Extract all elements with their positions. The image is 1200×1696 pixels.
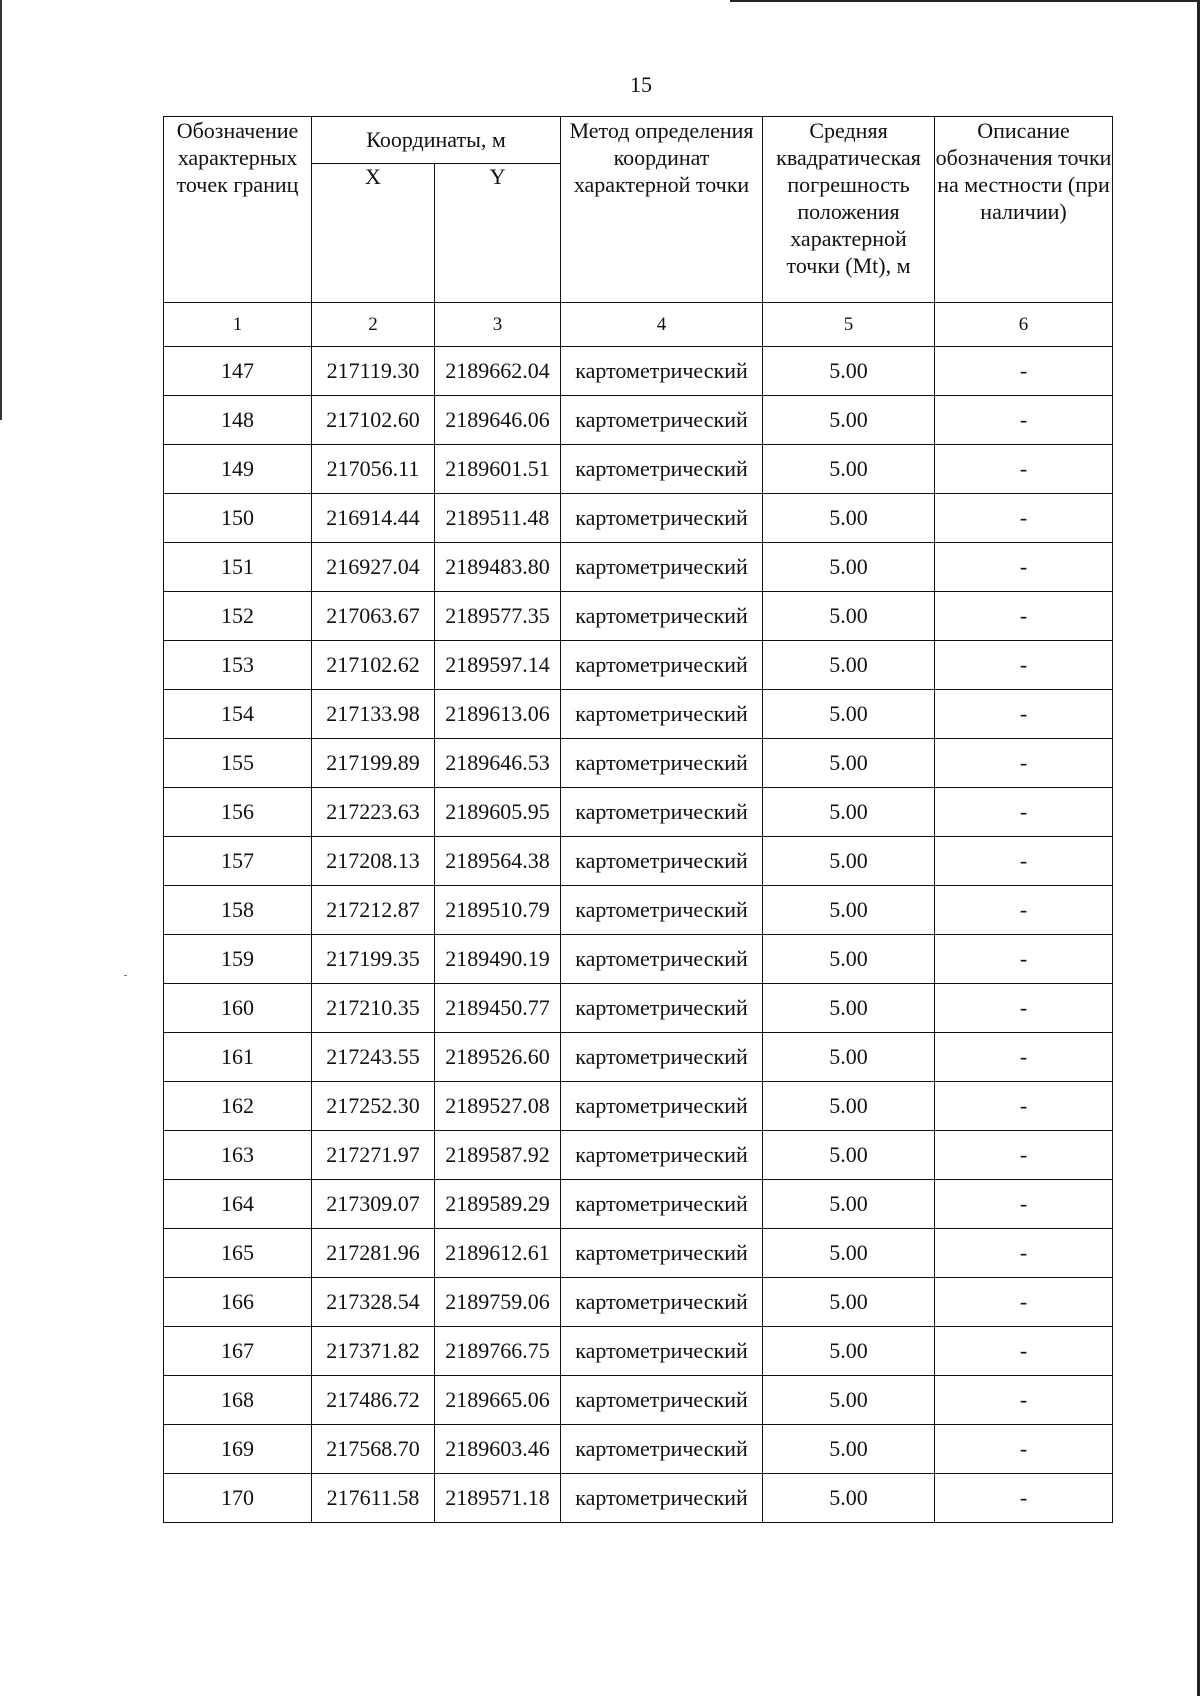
accuracy-cell: 5.00	[763, 396, 935, 445]
description-cell: -	[935, 788, 1113, 837]
column-number: 2	[312, 303, 435, 347]
header-point-designation: Обозначение характерных точек границ	[164, 117, 312, 303]
accuracy-cell: 5.00	[763, 837, 935, 886]
method-cell: картометрический	[561, 690, 763, 739]
point-cell: 155	[164, 739, 312, 788]
x-cell: 217102.60	[312, 396, 435, 445]
point-cell: 150	[164, 494, 312, 543]
x-cell: 217223.63	[312, 788, 435, 837]
y-cell: 2189589.29	[435, 1180, 561, 1229]
y-cell: 2189759.06	[435, 1278, 561, 1327]
y-cell: 2189511.48	[435, 494, 561, 543]
method-cell: картометрический	[561, 886, 763, 935]
accuracy-cell: 5.00	[763, 1327, 935, 1376]
column-number: 5	[763, 303, 935, 347]
point-cell: 147	[164, 347, 312, 396]
accuracy-cell: 5.00	[763, 543, 935, 592]
description-cell: -	[935, 1229, 1113, 1278]
accuracy-cell: 5.00	[763, 347, 935, 396]
column-number: 1	[164, 303, 312, 347]
description-cell: -	[935, 886, 1113, 935]
table-row	[164, 739, 1113, 788]
y-cell: 2189571.18	[435, 1474, 561, 1523]
y-cell: 2189527.08	[435, 1082, 561, 1131]
table-row	[164, 445, 1113, 494]
table-row	[164, 984, 1113, 1033]
x-cell: 217252.30	[312, 1082, 435, 1131]
y-cell: 2189597.14	[435, 641, 561, 690]
table-body	[164, 303, 1113, 1523]
x-cell: 217309.07	[312, 1180, 435, 1229]
accuracy-cell: 5.00	[763, 1180, 935, 1229]
point-cell: 164	[164, 1180, 312, 1229]
method-cell: картометрический	[561, 1376, 763, 1425]
y-cell: 2189601.51	[435, 445, 561, 494]
x-cell: 217063.67	[312, 592, 435, 641]
accuracy-cell: 5.00	[763, 641, 935, 690]
point-cell: 156	[164, 788, 312, 837]
point-cell: 151	[164, 543, 312, 592]
method-cell: картометрический	[561, 1180, 763, 1229]
method-cell: картометрический	[561, 1131, 763, 1180]
accuracy-cell: 5.00	[763, 886, 935, 935]
table-row	[164, 1278, 1113, 1327]
table-row	[164, 690, 1113, 739]
accuracy-cell: 5.00	[763, 1131, 935, 1180]
y-cell: 2189483.80	[435, 543, 561, 592]
description-cell: -	[935, 1327, 1113, 1376]
x-cell: 217243.55	[312, 1033, 435, 1082]
table-row	[164, 1229, 1113, 1278]
method-cell: картометрический	[561, 739, 763, 788]
method-cell: картометрический	[561, 788, 763, 837]
description-cell: -	[935, 1278, 1113, 1327]
accuracy-cell: 5.00	[763, 1229, 935, 1278]
y-cell: 2189612.61	[435, 1229, 561, 1278]
y-cell: 2189665.06	[435, 1376, 561, 1425]
point-cell: 154	[164, 690, 312, 739]
table-row	[164, 1082, 1113, 1131]
y-cell: 2189490.19	[435, 935, 561, 984]
table-row	[164, 543, 1113, 592]
x-cell: 217611.58	[312, 1474, 435, 1523]
table-row	[164, 837, 1113, 886]
description-cell: -	[935, 984, 1113, 1033]
table-row	[164, 935, 1113, 984]
point-cell: 161	[164, 1033, 312, 1082]
x-cell: 217328.54	[312, 1278, 435, 1327]
accuracy-cell: 5.00	[763, 1474, 935, 1523]
x-cell: 216914.44	[312, 494, 435, 543]
header-x: X	[312, 164, 435, 303]
method-cell: картометрический	[561, 543, 763, 592]
x-cell: 217486.72	[312, 1376, 435, 1425]
accuracy-cell: 5.00	[763, 1376, 935, 1425]
accuracy-cell: 5.00	[763, 445, 935, 494]
x-cell: 216927.04	[312, 543, 435, 592]
point-cell: 148	[164, 396, 312, 445]
column-number-row	[164, 303, 1113, 347]
y-cell: 2189577.35	[435, 592, 561, 641]
method-cell: картометрический	[561, 396, 763, 445]
accuracy-cell: 5.00	[763, 1425, 935, 1474]
description-cell: -	[935, 494, 1113, 543]
method-cell: картометрический	[561, 837, 763, 886]
x-cell: 217568.70	[312, 1425, 435, 1474]
header-description: Описание обозначения точки на местности (при наличии)	[935, 117, 1113, 303]
method-cell: картометрический	[561, 1082, 763, 1131]
accuracy-cell: 5.00	[763, 592, 935, 641]
x-cell: 217119.30	[312, 347, 435, 396]
page-number: 15	[630, 72, 652, 97]
table-row	[164, 1327, 1113, 1376]
method-cell: картометрический	[561, 1229, 763, 1278]
accuracy-cell: 5.00	[763, 1278, 935, 1327]
y-cell: 2189605.95	[435, 788, 561, 837]
x-cell: 217210.35	[312, 984, 435, 1033]
point-cell: 169	[164, 1425, 312, 1474]
description-cell: -	[935, 935, 1113, 984]
point-cell: 153	[164, 641, 312, 690]
x-cell: 217281.96	[312, 1229, 435, 1278]
point-cell: 158	[164, 886, 312, 935]
header-row	[164, 117, 1113, 164]
description-cell: -	[935, 445, 1113, 494]
description-cell: -	[935, 543, 1113, 592]
point-cell: 157	[164, 837, 312, 886]
table-row	[164, 396, 1113, 445]
point-cell: 166	[164, 1278, 312, 1327]
x-cell: 217133.98	[312, 690, 435, 739]
y-cell: 2189662.04	[435, 347, 561, 396]
method-cell: картометрический	[561, 1474, 763, 1523]
column-number: 6	[935, 303, 1113, 347]
description-cell: -	[935, 592, 1113, 641]
column-number: 3	[435, 303, 561, 347]
table-row	[164, 641, 1113, 690]
x-cell: 217208.13	[312, 837, 435, 886]
point-cell: 159	[164, 935, 312, 984]
y-cell: 2189646.06	[435, 396, 561, 445]
method-cell: картометрический	[561, 935, 763, 984]
method-cell: картометрический	[561, 347, 763, 396]
method-cell: картометрический	[561, 445, 763, 494]
accuracy-cell: 5.00	[763, 1033, 935, 1082]
description-cell: -	[935, 1033, 1113, 1082]
accuracy-cell: 5.00	[763, 788, 935, 837]
y-cell: 2189587.92	[435, 1131, 561, 1180]
header-y: Y	[435, 164, 561, 303]
table-row	[164, 494, 1113, 543]
description-cell: -	[935, 739, 1113, 788]
table-row	[164, 1033, 1113, 1082]
column-number: 4	[561, 303, 763, 347]
description-cell: -	[935, 1474, 1113, 1523]
table-row	[164, 592, 1113, 641]
method-cell: картометрический	[561, 1425, 763, 1474]
point-cell: 167	[164, 1327, 312, 1376]
x-cell: 217199.35	[312, 935, 435, 984]
description-cell: -	[935, 1376, 1113, 1425]
description-cell: -	[935, 837, 1113, 886]
coordinates-table	[163, 116, 1113, 1523]
point-cell: 163	[164, 1131, 312, 1180]
table-row	[164, 347, 1113, 396]
description-cell: -	[935, 690, 1113, 739]
method-cell: картометрический	[561, 1327, 763, 1376]
description-cell: -	[935, 1180, 1113, 1229]
point-cell: 170	[164, 1474, 312, 1523]
scan-speck	[124, 975, 127, 976]
method-cell: картометрический	[561, 641, 763, 690]
table-row	[164, 1474, 1113, 1523]
x-cell: 217271.97	[312, 1131, 435, 1180]
point-cell: 165	[164, 1229, 312, 1278]
method-cell: картометрический	[561, 984, 763, 1033]
y-cell: 2189603.46	[435, 1425, 561, 1474]
accuracy-cell: 5.00	[763, 739, 935, 788]
scan-edge-top	[730, 0, 1200, 2]
x-cell: 217102.62	[312, 641, 435, 690]
accuracy-cell: 5.00	[763, 984, 935, 1033]
point-cell: 160	[164, 984, 312, 1033]
y-cell: 2189646.53	[435, 739, 561, 788]
accuracy-cell: 5.00	[763, 1082, 935, 1131]
y-cell: 2189450.77	[435, 984, 561, 1033]
accuracy-cell: 5.00	[763, 690, 935, 739]
description-cell: -	[935, 396, 1113, 445]
description-cell: -	[935, 1082, 1113, 1131]
table-row	[164, 1131, 1113, 1180]
table-row	[164, 886, 1113, 935]
table-row	[164, 1425, 1113, 1474]
y-cell: 2189526.60	[435, 1033, 561, 1082]
method-cell: картометрический	[561, 1033, 763, 1082]
description-cell: -	[935, 641, 1113, 690]
header-accuracy: Средняя квадратическая погрешность положения характерной точки (Mt), м	[763, 117, 935, 303]
point-cell: 168	[164, 1376, 312, 1425]
scan-edge-left	[0, 0, 2, 420]
description-cell: -	[935, 1131, 1113, 1180]
table-row	[164, 788, 1113, 837]
accuracy-cell: 5.00	[763, 935, 935, 984]
method-cell: картометрический	[561, 494, 763, 543]
table-header	[164, 117, 1113, 303]
point-cell: 149	[164, 445, 312, 494]
description-cell: -	[935, 1425, 1113, 1474]
table-row	[164, 1376, 1113, 1425]
table-row	[164, 1180, 1113, 1229]
x-cell: 217212.87	[312, 886, 435, 935]
x-cell: 217056.11	[312, 445, 435, 494]
y-cell: 2189766.75	[435, 1327, 561, 1376]
header-coordinates: Координаты, м	[312, 117, 561, 164]
method-cell: картометрический	[561, 1278, 763, 1327]
header-method: Метод определения координат характерной точки	[561, 117, 763, 303]
y-cell: 2189510.79	[435, 886, 561, 935]
point-cell: 152	[164, 592, 312, 641]
y-cell: 2189613.06	[435, 690, 561, 739]
x-cell: 217199.89	[312, 739, 435, 788]
description-cell: -	[935, 347, 1113, 396]
point-cell: 162	[164, 1082, 312, 1131]
x-cell: 217371.82	[312, 1327, 435, 1376]
accuracy-cell: 5.00	[763, 494, 935, 543]
method-cell: картометрический	[561, 592, 763, 641]
y-cell: 2189564.38	[435, 837, 561, 886]
